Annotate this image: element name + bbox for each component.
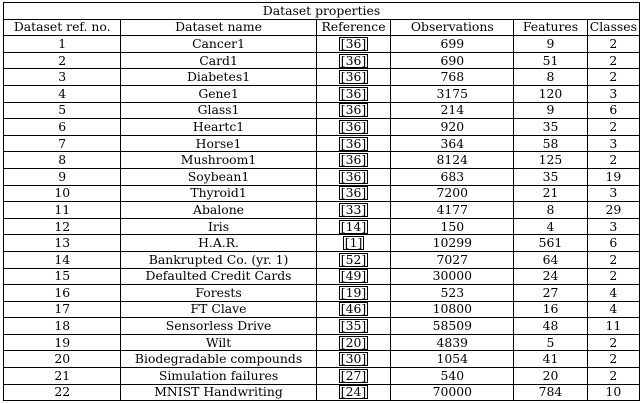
observations-cell: 10800 [391, 301, 514, 318]
classes-cell: 2 [587, 36, 639, 53]
citation-link[interactable]: [36] [340, 85, 367, 101]
features-cell: 20 [514, 368, 588, 385]
reference-cell [316, 152, 391, 169]
observations-cell: 70000 [391, 384, 514, 401]
name-cell: H.A.R. [121, 235, 316, 252]
ref-no-cell: 12 [4, 218, 121, 235]
classes-cell: 10 [587, 384, 639, 401]
name-cell: MNIST Handwriting [121, 384, 316, 401]
classes-cell: 2 [587, 152, 639, 169]
table-row [4, 384, 640, 401]
name-cell: Simulation failures [121, 368, 316, 385]
citation-link[interactable]: [49] [340, 268, 367, 284]
citation-link[interactable]: [36] [340, 152, 367, 168]
observations-cell: 4177 [391, 202, 514, 219]
features-cell: 8 [514, 202, 588, 219]
name-cell: FT Clave [121, 301, 316, 318]
name-cell: Forests [121, 285, 316, 302]
ref-no-cell: 20 [4, 351, 121, 368]
table-row [4, 285, 640, 302]
name-cell: Gene1 [121, 85, 316, 102]
reference-cell [316, 218, 391, 235]
name-cell: Horse1 [121, 135, 316, 152]
name-cell: Sensorless Drive [121, 318, 316, 335]
reference-cell [316, 85, 391, 102]
citation-link[interactable]: [19] [340, 284, 367, 300]
ref-no-cell: 4 [4, 85, 121, 102]
observations-cell: 10299 [391, 235, 514, 252]
name-cell: Iris [121, 218, 316, 235]
features-cell: 41 [514, 351, 588, 368]
ref-no-cell: 11 [4, 202, 121, 219]
observations-cell: 3175 [391, 85, 514, 102]
classes-cell: 4 [587, 301, 639, 318]
features-cell: 8 [514, 69, 588, 86]
reference-cell [316, 69, 391, 86]
features-cell: 48 [514, 318, 588, 335]
name-cell: Cancer1 [121, 36, 316, 53]
reference-cell [316, 185, 391, 202]
table-row [4, 102, 640, 119]
table-row [4, 301, 640, 318]
ref-no-cell: 10 [4, 185, 121, 202]
observations-cell: 30000 [391, 268, 514, 285]
table-row [4, 235, 640, 252]
observations-cell: 690 [391, 52, 514, 69]
classes-cell: 2 [587, 251, 639, 268]
name-cell: Wilt [121, 334, 316, 351]
features-cell: 9 [514, 102, 588, 119]
observations-cell: 7027 [391, 251, 514, 268]
header-features: Features [514, 19, 588, 36]
reference-cell [316, 301, 391, 318]
name-cell: Card1 [121, 52, 316, 69]
header-dataset-name: Dataset name [121, 19, 316, 36]
ref-no-cell: 3 [4, 69, 121, 86]
name-cell: Biodegradable compounds [121, 351, 316, 368]
name-cell: Heartc1 [121, 119, 316, 136]
citation-link[interactable]: [52] [340, 251, 367, 267]
features-cell: 64 [514, 251, 588, 268]
classes-cell: 2 [587, 268, 639, 285]
observations-cell: 4839 [391, 334, 514, 351]
ref-no-cell: 14 [4, 251, 121, 268]
classes-cell: 2 [587, 119, 639, 136]
observations-cell: 920 [391, 119, 514, 136]
table-body [4, 36, 640, 401]
table-title: Dataset properties [4, 3, 640, 20]
observations-cell: 1054 [391, 351, 514, 368]
citation-link[interactable]: [14] [340, 218, 367, 234]
ref-no-cell: 16 [4, 285, 121, 302]
name-cell: Soybean1 [121, 168, 316, 185]
reference-cell [316, 135, 391, 152]
classes-cell: 6 [587, 102, 639, 119]
ref-no-cell: 17 [4, 301, 121, 318]
ref-no-cell: 22 [4, 384, 121, 401]
classes-cell: 3 [587, 218, 639, 235]
name-cell: Glass1 [121, 102, 316, 119]
ref-no-cell: 15 [4, 268, 121, 285]
dataset-properties-table-container [3, 2, 640, 401]
classes-cell: 3 [587, 185, 639, 202]
classes-cell: 2 [587, 52, 639, 69]
reference-cell [316, 351, 391, 368]
citation-link[interactable]: [35] [340, 318, 367, 334]
features-cell: 5 [514, 334, 588, 351]
citation-link[interactable]: [27] [340, 367, 367, 383]
table-row [4, 185, 640, 202]
dataset-properties-table [3, 2, 640, 401]
classes-cell: 29 [587, 202, 639, 219]
header-dataset-ref-no: Dataset ref. no. [4, 19, 121, 36]
observations-cell: 8124 [391, 152, 514, 169]
citation-link[interactable]: [36] [340, 168, 367, 184]
reference-cell [316, 268, 391, 285]
classes-cell: 2 [587, 334, 639, 351]
observations-cell: 214 [391, 102, 514, 119]
table-row [4, 36, 640, 53]
reference-cell [316, 251, 391, 268]
reference-cell [316, 168, 391, 185]
table-row [4, 218, 640, 235]
reference-cell [316, 235, 391, 252]
citation-link[interactable]: [36] [340, 69, 367, 85]
table-row [4, 168, 640, 185]
citation-link[interactable]: [36] [340, 118, 367, 134]
ref-no-cell: 18 [4, 318, 121, 335]
ref-no-cell: 6 [4, 119, 121, 136]
classes-cell: 2 [587, 368, 639, 385]
features-cell: 125 [514, 152, 588, 169]
table-row [4, 135, 640, 152]
name-cell: Bankrupted Co. (yr. 1) [121, 251, 316, 268]
reference-cell [316, 318, 391, 335]
table-row [4, 251, 640, 268]
classes-cell: 6 [587, 235, 639, 252]
observations-cell: 364 [391, 135, 514, 152]
observations-cell: 540 [391, 368, 514, 385]
observations-cell: 768 [391, 69, 514, 86]
features-cell: 35 [514, 168, 588, 185]
classes-cell: 2 [587, 69, 639, 86]
observations-cell: 699 [391, 36, 514, 53]
reference-cell [316, 52, 391, 69]
ref-no-cell: 2 [4, 52, 121, 69]
reference-cell [316, 202, 391, 219]
classes-cell: 3 [587, 135, 639, 152]
features-cell: 120 [514, 85, 588, 102]
citation-link[interactable]: [1] [344, 235, 363, 251]
table-row [4, 202, 640, 219]
table-row [4, 152, 640, 169]
citation-link[interactable]: [33] [340, 201, 367, 217]
citation-link[interactable]: [20] [340, 334, 367, 350]
reference-cell [316, 285, 391, 302]
ref-no-cell: 5 [4, 102, 121, 119]
features-cell: 9 [514, 36, 588, 53]
ref-no-cell: 19 [4, 334, 121, 351]
classes-cell: 2 [587, 351, 639, 368]
features-cell: 35 [514, 119, 588, 136]
table-row [4, 69, 640, 86]
table-header-row [4, 19, 640, 36]
classes-cell: 4 [587, 285, 639, 302]
reference-cell [316, 384, 391, 401]
table-row [4, 85, 640, 102]
features-cell: 16 [514, 301, 588, 318]
observations-cell: 150 [391, 218, 514, 235]
observations-cell: 683 [391, 168, 514, 185]
ref-no-cell: 8 [4, 152, 121, 169]
observations-cell: 7200 [391, 185, 514, 202]
ref-no-cell: 21 [4, 368, 121, 385]
ref-no-cell: 7 [4, 135, 121, 152]
citation-link[interactable]: [36] [340, 35, 367, 51]
citation-link[interactable]: [24] [340, 384, 367, 400]
observations-cell: 58509 [391, 318, 514, 335]
header-reference: Reference [316, 19, 391, 36]
table-row [4, 368, 640, 385]
name-cell: Diabetes1 [121, 69, 316, 86]
table-row [4, 318, 640, 335]
header-observations: Observations [391, 19, 514, 36]
header-classes: Classes [587, 19, 639, 36]
features-cell: 27 [514, 285, 588, 302]
observations-cell: 523 [391, 285, 514, 302]
classes-cell: 11 [587, 318, 639, 335]
table-row [4, 351, 640, 368]
features-cell: 58 [514, 135, 588, 152]
name-cell: Thyroid1 [121, 185, 316, 202]
name-cell: Defaulted Credit Cards [121, 268, 316, 285]
features-cell: 24 [514, 268, 588, 285]
citation-link[interactable]: [46] [340, 301, 367, 317]
citation-link[interactable]: [36] [340, 52, 367, 68]
reference-cell [316, 334, 391, 351]
classes-cell: 3 [587, 85, 639, 102]
table-row [4, 52, 640, 69]
reference-cell [316, 36, 391, 53]
features-cell: 561 [514, 235, 588, 252]
ref-no-cell: 13 [4, 235, 121, 252]
reference-cell [316, 368, 391, 385]
reference-cell [316, 119, 391, 136]
table-title-row [4, 3, 640, 20]
features-cell: 784 [514, 384, 588, 401]
citation-link[interactable]: [36] [340, 135, 367, 151]
features-cell: 4 [514, 218, 588, 235]
features-cell: 21 [514, 185, 588, 202]
features-cell: 51 [514, 52, 588, 69]
table-row [4, 268, 640, 285]
ref-no-cell: 9 [4, 168, 121, 185]
name-cell: Mushroom1 [121, 152, 316, 169]
citation-link[interactable]: [36] [340, 102, 367, 118]
classes-cell: 19 [587, 168, 639, 185]
table-row [4, 119, 640, 136]
reference-cell [316, 102, 391, 119]
name-cell: Abalone [121, 202, 316, 219]
citation-link[interactable]: [36] [340, 185, 367, 201]
table-row [4, 334, 640, 351]
citation-link[interactable]: [30] [340, 351, 367, 367]
ref-no-cell: 1 [4, 36, 121, 53]
